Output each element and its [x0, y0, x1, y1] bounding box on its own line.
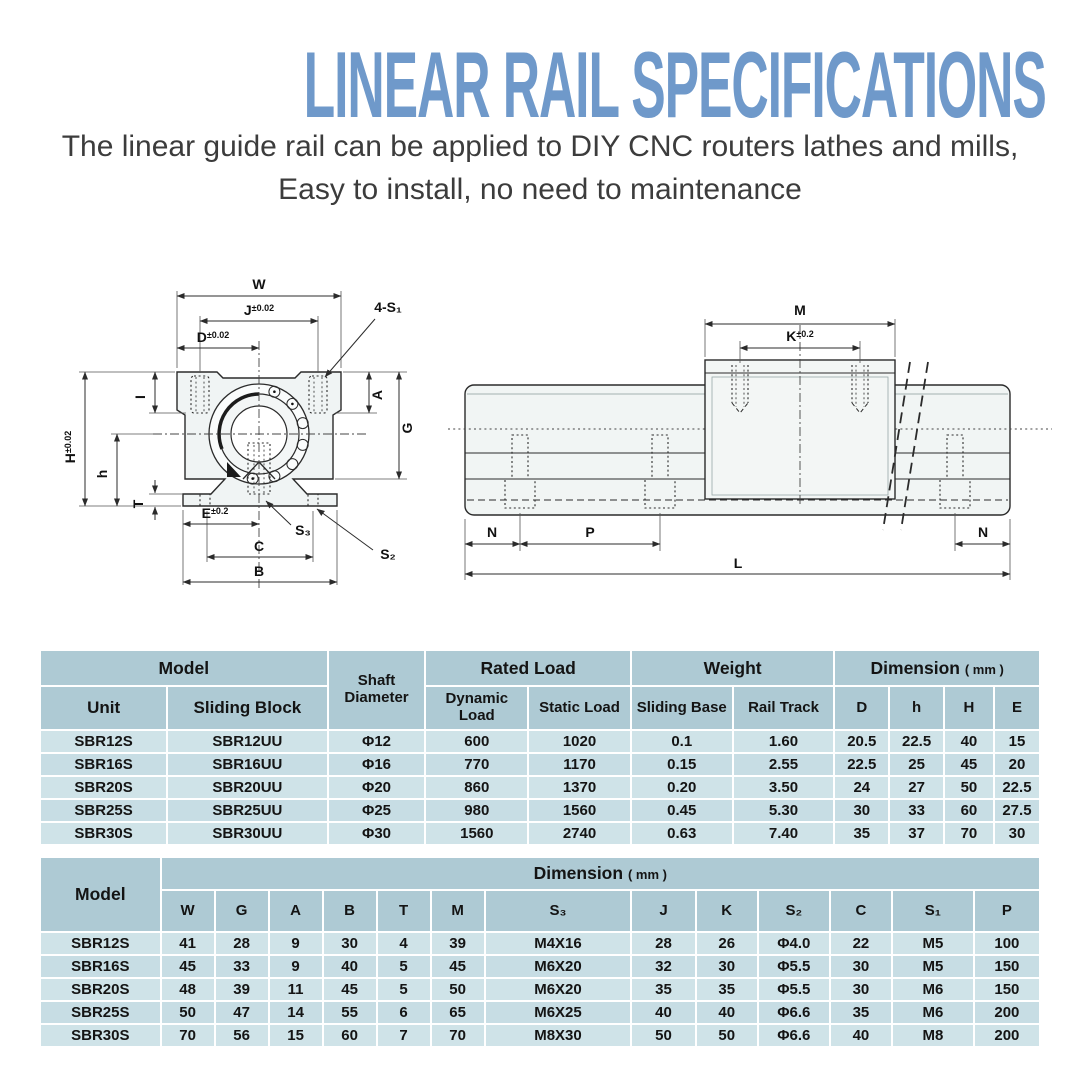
- cell: SBR30UU: [168, 823, 326, 844]
- th-c: C: [831, 891, 891, 931]
- cell: 40: [945, 731, 993, 752]
- th-s2: S₂: [759, 891, 829, 931]
- cell: 22.5: [835, 754, 888, 775]
- th-model: Model: [41, 651, 327, 685]
- cell: 150: [975, 956, 1039, 977]
- th-s1: S₁: [893, 891, 973, 931]
- th-weight: Weight: [632, 651, 834, 685]
- dim-label-s3: S₃: [295, 522, 311, 538]
- cell: SBR12UU: [168, 731, 326, 752]
- cell: Φ6.6: [759, 1002, 829, 1023]
- cell: SBR20S: [41, 777, 166, 798]
- th-rail-track: Rail Track: [734, 687, 834, 729]
- cell: SBR25S: [41, 800, 166, 821]
- cell: 70: [162, 1025, 214, 1046]
- cell: 28: [632, 933, 694, 954]
- th-dynamic-load: Dynamic Load: [426, 687, 527, 729]
- cell: 35: [835, 823, 888, 844]
- cell: 40: [324, 956, 376, 977]
- cell: M8: [893, 1025, 973, 1046]
- cell: 37: [890, 823, 943, 844]
- cell: 1370: [529, 777, 630, 798]
- cell: Φ20: [329, 777, 425, 798]
- cell: 200: [975, 1025, 1039, 1046]
- cell: 39: [432, 933, 484, 954]
- cell: M5: [893, 933, 973, 954]
- cell: 45: [324, 979, 376, 1000]
- cell: 3.50: [734, 777, 834, 798]
- cell: 35: [831, 1002, 891, 1023]
- cell: 26: [697, 933, 757, 954]
- cell: SBR20S: [41, 979, 160, 1000]
- table-row: [41, 823, 1039, 844]
- th-shaft-diameter: Shaft Diameter: [329, 651, 425, 729]
- cell: 0.15: [632, 754, 732, 775]
- cell: 22: [831, 933, 891, 954]
- cell: Φ5.5: [759, 979, 829, 1000]
- cell: 11: [270, 979, 322, 1000]
- block-cross-section-diagram: [55, 255, 440, 595]
- th-h-cap: H: [945, 687, 993, 729]
- cell: 50: [697, 1025, 757, 1046]
- cell: 24: [835, 777, 888, 798]
- cell: Φ12: [329, 731, 425, 752]
- table-row: [41, 891, 1039, 931]
- th-sliding-base: Sliding Base: [632, 687, 732, 729]
- table-row: [41, 979, 1039, 1000]
- dim-label-a: A: [369, 389, 385, 401]
- dim-label-k: $K^{\pm 0.2}$: [786, 328, 814, 344]
- cell: 22.5: [890, 731, 943, 752]
- cell: SBR16UU: [168, 754, 326, 775]
- th-dimension: Dimension ( mm ): [162, 858, 1039, 889]
- cell: 1560: [426, 823, 527, 844]
- dim-label-i: I: [132, 395, 148, 399]
- th-unit: Unit: [41, 687, 166, 729]
- cell: 14: [270, 1002, 322, 1023]
- cell: 48: [162, 979, 214, 1000]
- cell: 25: [890, 754, 943, 775]
- cell: Φ25: [329, 800, 425, 821]
- dim-label-c: C: [253, 538, 265, 554]
- cell: 980: [426, 800, 527, 821]
- dim-label-4-s1: 4-S₁: [374, 299, 402, 315]
- th-b: B: [324, 891, 376, 931]
- cell: 50: [432, 979, 484, 1000]
- page-title-wrap: [0, 32, 1080, 137]
- cell: 50: [632, 1025, 694, 1046]
- cell: SBR30S: [41, 1025, 160, 1046]
- dim-label-l: L: [733, 555, 743, 571]
- cell: M6X20: [486, 979, 631, 1000]
- cell: 45: [432, 956, 484, 977]
- dim-label-s2: S₂: [380, 546, 396, 562]
- cell: Φ16: [329, 754, 425, 775]
- cell: 60: [324, 1025, 376, 1046]
- subtitle-line-1: The linear guide rail can be applied to DIY CNC routers lathes and mills,: [61, 130, 1019, 163]
- cell: Φ6.6: [759, 1025, 829, 1046]
- cell: 860: [426, 777, 527, 798]
- cell: 70: [432, 1025, 484, 1046]
- th-j: J: [632, 891, 694, 931]
- cell: M6: [893, 979, 973, 1000]
- cell: 15: [270, 1025, 322, 1046]
- th-model: Model: [41, 858, 160, 931]
- table-row: [41, 933, 1039, 954]
- dim-label-d: $D^{\pm 0.02}$: [196, 329, 230, 345]
- diagram-section: [0, 255, 1080, 605]
- th-a: A: [270, 891, 322, 931]
- cell: Φ30: [329, 823, 425, 844]
- cell: 30: [995, 823, 1039, 844]
- cell: 70: [945, 823, 993, 844]
- table-row: [41, 858, 1039, 889]
- th-sliding-block: Sliding Block: [168, 687, 326, 729]
- th-e: E: [995, 687, 1039, 729]
- th-m: M: [432, 891, 484, 931]
- dim-label-n-left: N: [486, 524, 498, 540]
- dim-label-g: G: [399, 422, 415, 434]
- table-row: [41, 1025, 1039, 1046]
- cell: 47: [216, 1002, 268, 1023]
- cell: 33: [890, 800, 943, 821]
- cell: SBR25S: [41, 1002, 160, 1023]
- cell: 55: [324, 1002, 376, 1023]
- table-row: [41, 731, 1039, 752]
- cell: M6X20: [486, 956, 631, 977]
- cell: 1020: [529, 731, 630, 752]
- cell: 9: [270, 956, 322, 977]
- table-row: [41, 687, 1039, 729]
- cell: SBR20UU: [168, 777, 326, 798]
- cell: 33: [216, 956, 268, 977]
- dim-label-m: M: [794, 302, 806, 318]
- cell: 7.40: [734, 823, 834, 844]
- cell: 30: [697, 956, 757, 977]
- cell: SBR30S: [41, 823, 166, 844]
- cell: M8X30: [486, 1025, 631, 1046]
- cell: M6X25: [486, 1002, 631, 1023]
- cell: 56: [216, 1025, 268, 1046]
- cell: 600: [426, 731, 527, 752]
- dim-label-j: $J^{\pm 0.02}$: [243, 302, 275, 318]
- dim-label-e: $E^{\pm 0.2}$: [201, 505, 229, 521]
- spec-table-main: [39, 649, 1041, 846]
- cell: 50: [945, 777, 993, 798]
- th-h-small: h: [890, 687, 943, 729]
- dim-label-t: T: [130, 499, 146, 509]
- cell: 200: [975, 1002, 1039, 1023]
- cell: 60: [945, 800, 993, 821]
- cell: 0.1: [632, 731, 732, 752]
- cell: 0.63: [632, 823, 732, 844]
- cell: SBR12S: [41, 731, 166, 752]
- table-row: [41, 1002, 1039, 1023]
- cell: 5.30: [734, 800, 834, 821]
- cell: 40: [697, 1002, 757, 1023]
- cell: 65: [432, 1002, 484, 1023]
- cell: 45: [162, 956, 214, 977]
- cell: 0.45: [632, 800, 732, 821]
- cell: SBR16S: [41, 956, 160, 977]
- cell: 27.5: [995, 800, 1039, 821]
- table-row: [41, 651, 1039, 685]
- cell: M4X16: [486, 933, 631, 954]
- cell: 22.5: [995, 777, 1039, 798]
- cell: 27: [890, 777, 943, 798]
- cell: Φ5.5: [759, 956, 829, 977]
- cell: 20: [995, 754, 1039, 775]
- page-title: LINEAR RAIL SPECIFICATIONS: [303, 32, 1046, 137]
- cell: 5: [378, 956, 430, 977]
- cell: 30: [831, 979, 891, 1000]
- cell: 30: [831, 956, 891, 977]
- dim-label-p: P: [585, 524, 595, 540]
- subtitle-line-2: Easy to install, no need to maintenance: [278, 172, 802, 206]
- cell: SBR25UU: [168, 800, 326, 821]
- cell: 35: [697, 979, 757, 1000]
- cell: 770: [426, 754, 527, 775]
- th-dimension: Dimension ( mm ): [835, 651, 1039, 685]
- table-row: [41, 800, 1039, 821]
- cell: M6: [893, 1002, 973, 1023]
- cell: 41: [162, 933, 214, 954]
- cell: 5: [378, 979, 430, 1000]
- cell: 40: [831, 1025, 891, 1046]
- cell: 7: [378, 1025, 430, 1046]
- th-t: T: [378, 891, 430, 931]
- spec-table-dimensions: [39, 856, 1041, 1048]
- cell: 6: [378, 1002, 430, 1023]
- th-p: P: [975, 891, 1039, 931]
- cell: 9: [270, 933, 322, 954]
- cell: 30: [835, 800, 888, 821]
- table-row: [41, 956, 1039, 977]
- dim-label-h: h: [94, 469, 110, 479]
- cell: 0.20: [632, 777, 732, 798]
- cell: 2740: [529, 823, 630, 844]
- cell: 4: [378, 933, 430, 954]
- cell: M5: [893, 956, 973, 977]
- cell: 1.60: [734, 731, 834, 752]
- cell: 30: [324, 933, 376, 954]
- page-subtitle: [0, 126, 1080, 211]
- table-row: [41, 754, 1039, 775]
- dim-label-h-cap: $H^{\pm 0.02}$: [62, 430, 78, 464]
- cell: 150: [975, 979, 1039, 1000]
- th-k: K: [697, 891, 757, 931]
- th-w: W: [162, 891, 214, 931]
- cell: 15: [995, 731, 1039, 752]
- cell: 100: [975, 933, 1039, 954]
- cell: 28: [216, 933, 268, 954]
- th-rated-load: Rated Load: [426, 651, 629, 685]
- cell: 50: [162, 1002, 214, 1023]
- dim-label-w: W: [252, 276, 266, 292]
- cell: Φ4.0: [759, 933, 829, 954]
- table-row: [41, 777, 1039, 798]
- cell: 1560: [529, 800, 630, 821]
- rail-side-view-diagram: [440, 267, 1060, 587]
- dim-label-b: B: [253, 563, 265, 579]
- cell: 2.55: [734, 754, 834, 775]
- th-static-load: Static Load: [529, 687, 630, 729]
- th-s3: S₃: [486, 891, 631, 931]
- th-d: D: [835, 687, 888, 729]
- cell: 40: [632, 1002, 694, 1023]
- cell: 1170: [529, 754, 630, 775]
- cell: SBR12S: [41, 933, 160, 954]
- cell: SBR16S: [41, 754, 166, 775]
- cell: 20.5: [835, 731, 888, 752]
- cell: 35: [632, 979, 694, 1000]
- th-g: G: [216, 891, 268, 931]
- cell: 39: [216, 979, 268, 1000]
- dim-label-n-right: N: [977, 524, 989, 540]
- cell: 32: [632, 956, 694, 977]
- cell: 45: [945, 754, 993, 775]
